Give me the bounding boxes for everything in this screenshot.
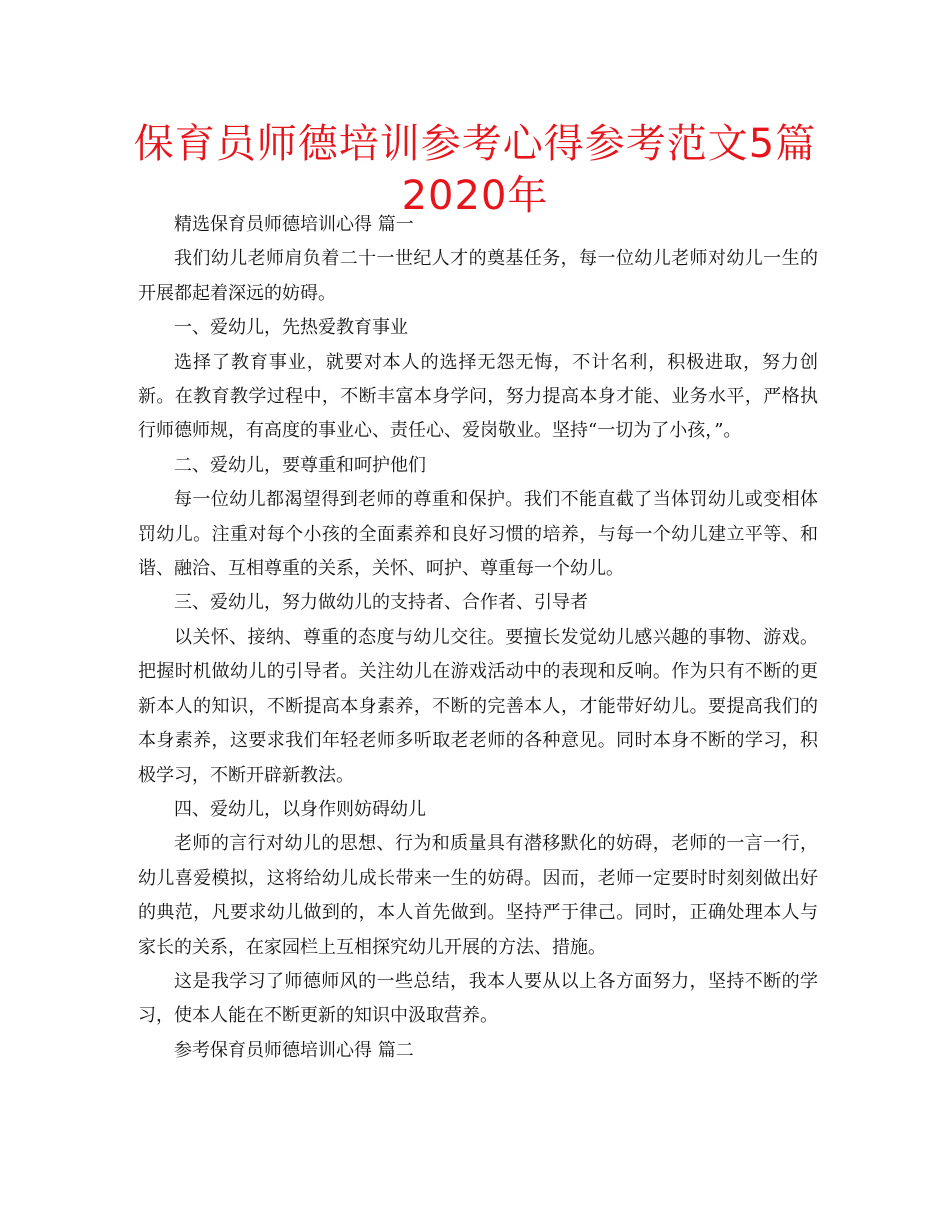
title-line-1: 保育员师德培训参考心得参考范文5篇	[133, 121, 817, 167]
paragraph: 我们幼儿老师肩负着二十一世纪人才的奠基任务，每一位幼儿老师对幼儿一生的开展都起着深远的妨碍。	[138, 248, 818, 304]
subheading: 二、爱幼儿，要尊重和呵护他们	[174, 454, 426, 476]
document-title	[100, 118, 850, 222]
paragraph: 选择了教育事业，就要对本人的选择无怨无悔，不计名利，积极进取，努力创新。在教育教学过程中，不断丰富本身学问，努力提高本身才能、业务水平，严格执行师德师规，有高度的事业心、责任心、爱岗敬业。坚持“一切为了小孩，”。	[138, 351, 818, 442]
subheading: 一、爱幼儿，先热爱教育事业	[174, 317, 408, 339]
paragraph: 老师的言行对幼儿的思想、行为和质量具有潜移默化的妨碍，老师的一言一行，幼儿喜爱模拟，这将给幼儿成长带来一生的妨碍。因而，老师一定要时时刻刻做出好的典范，凡要求幼儿做到的，本人首先做到。坚持严于律己。同时，正确处理本人与家长的关系，在家园栏上互相探究幼儿开展的方法、措施。	[138, 833, 818, 958]
subheading: 三、爱幼儿，努力做幼儿的支持者、合作者、引导者	[174, 592, 588, 614]
paragraph: 每一位幼儿都渴望得到老师的尊重和保护。我们不能直截了当体罚幼儿或变相体罚幼儿。注重对每个小孩的全面素养和良好习惯的培养，与每一个幼儿建立平等、和谐、融洽、互相尊重的关系，关怀、呵护、尊重每一个幼儿。	[138, 489, 818, 580]
subheading: 四、爱幼儿，以身作则妨碍幼儿	[174, 798, 426, 820]
paragraph: 以关怀、接纳、尊重的态度与幼儿交往。要擅长发觉幼儿感兴趣的事物、游戏。把握时机做幼儿的引导者。关注幼儿在游戏活动中的表现和反响。作为只有不断的更新本人的知识，不断提高本身素养，不断的完善本人，才能带好幼儿。要提高我们的本身素养，这要求我们年轻老师多听取老老师的各种意见。同时本身不断的学习，积极学习，不断开辟新教法。	[138, 626, 818, 786]
paragraph: 这是我学习了师德师风的一些总结，我本人要从以上各方面努力，坚持不断的学习，使本人能在不断更新的知识中汲取营养。	[138, 970, 818, 1027]
document-body	[138, 208, 818, 1068]
section-heading-2: 参考保育员师德培训心得 篇二	[174, 1039, 414, 1061]
section-heading-1: 精选保育员师德培训心得 篇一	[174, 214, 414, 235]
title-line-2: 2020年	[401, 173, 549, 219]
